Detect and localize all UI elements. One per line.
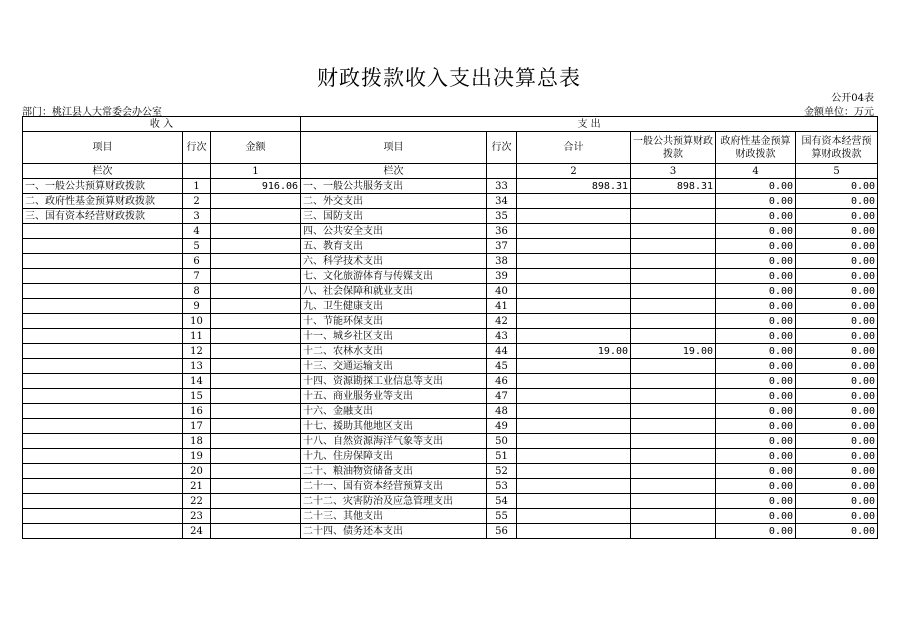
- table-row: [23, 509, 878, 524]
- income-amount-cell: [211, 284, 301, 299]
- general-budget-cell: [631, 509, 716, 524]
- total-header: 合计: [517, 132, 631, 164]
- gov-fund-cell: 0.00: [716, 344, 796, 359]
- table-row: [23, 209, 878, 224]
- table-row: [23, 494, 878, 509]
- state-capital-cell: 0.00: [796, 524, 878, 539]
- expense-row-no-cell: 39: [487, 269, 517, 284]
- income-row-no-header: 行次: [183, 132, 211, 164]
- expense-item-cell: 十五、商业服务业等支出: [301, 389, 487, 404]
- income-row-no-cell: 1: [183, 179, 211, 194]
- income-item-cell: [23, 524, 183, 539]
- income-row-no-cell: 23: [183, 509, 211, 524]
- income-amount-cell: [211, 404, 301, 419]
- expense-row-no-cell: 38: [487, 254, 517, 269]
- general-budget-cell: [631, 239, 716, 254]
- expense-row-no-cell: 48: [487, 404, 517, 419]
- table-row: [23, 329, 878, 344]
- income-amount-cell: [211, 464, 301, 479]
- expense-item-cell: 十七、援助其他地区支出: [301, 419, 487, 434]
- general-budget-cell: [631, 419, 716, 434]
- general-budget-cell: [631, 479, 716, 494]
- general-budget-cell: [631, 359, 716, 374]
- income-row-no-cell: 14: [183, 374, 211, 389]
- income-amount-cell: [211, 314, 301, 329]
- income-row-no-cell: 7: [183, 269, 211, 284]
- gov-fund-cell: 0.00: [716, 329, 796, 344]
- expense-item-cell: 十二、农林水支出: [301, 344, 487, 359]
- expense-item-cell: 十三、交通运输支出: [301, 359, 487, 374]
- expense-item-cell: 二十一、国有资本经营预算支出: [301, 479, 487, 494]
- expense-row-no-cell: 55: [487, 509, 517, 524]
- gov-fund-cell: 0.00: [716, 404, 796, 419]
- income-item-cell: [23, 479, 183, 494]
- income-item-cell: [23, 269, 183, 284]
- table-row: [23, 359, 878, 374]
- gov-fund-cell: 0.00: [716, 254, 796, 269]
- expense-row-no-cell: 49: [487, 419, 517, 434]
- income-row-no-cell: 21: [183, 479, 211, 494]
- state-capital-cell: 0.00: [796, 509, 878, 524]
- total-cell: [517, 194, 631, 209]
- table-row: [23, 449, 878, 464]
- gov-fund-cell: 0.00: [716, 449, 796, 464]
- budget-table: [22, 116, 878, 539]
- column-header-row: [23, 132, 878, 164]
- income-amount-cell: [211, 449, 301, 464]
- expense-row-no-cell: 36: [487, 224, 517, 239]
- income-amount-cell: [211, 269, 301, 284]
- group-header-row: [23, 117, 878, 132]
- general-budget-cell: [631, 329, 716, 344]
- state-capital-header: 国有资本经营预算财政拨款: [796, 132, 878, 164]
- table-row: [23, 179, 878, 194]
- income-item-cell: [23, 344, 183, 359]
- gov-fund-cell: 0.00: [716, 284, 796, 299]
- income-row-no-cell: 10: [183, 314, 211, 329]
- total-cell: [517, 479, 631, 494]
- general-budget-cell: [631, 194, 716, 209]
- expense-item-cell: 三、国防支出: [301, 209, 487, 224]
- col-label: 5: [796, 164, 878, 179]
- page-title: 财政拨款收入支出决算总表: [317, 66, 581, 90]
- expense-item-cell: 二、外交支出: [301, 194, 487, 209]
- table-row: [23, 479, 878, 494]
- expense-item-cell: 五、教育支出: [301, 239, 487, 254]
- income-item-cell: [23, 449, 183, 464]
- income-amount-cell: [211, 209, 301, 224]
- income-item-cell: [23, 464, 183, 479]
- income-row-no-cell: 15: [183, 389, 211, 404]
- income-amount-cell: [211, 389, 301, 404]
- state-capital-cell: 0.00: [796, 359, 878, 374]
- expense-row-no-cell: 42: [487, 314, 517, 329]
- expense-item-cell: 九、卫生健康支出: [301, 299, 487, 314]
- income-row-no-cell: 24: [183, 524, 211, 539]
- col-label: 2: [517, 164, 631, 179]
- income-item-cell: [23, 359, 183, 374]
- state-capital-cell: 0.00: [796, 194, 878, 209]
- income-item-cell: [23, 284, 183, 299]
- income-amount-cell: [211, 344, 301, 359]
- income-item-cell: [23, 314, 183, 329]
- gov-fund-cell: 0.00: [716, 419, 796, 434]
- table-row: [23, 344, 878, 359]
- income-amount-cell: [211, 299, 301, 314]
- total-cell: [517, 359, 631, 374]
- gov-fund-cell: 0.00: [716, 179, 796, 194]
- income-amount-cell: [211, 239, 301, 254]
- gov-fund-cell: 0.00: [716, 479, 796, 494]
- total-cell: [517, 299, 631, 314]
- expense-item-header: 项目: [301, 132, 487, 164]
- gov-fund-cell: 0.00: [716, 239, 796, 254]
- income-amount-cell: [211, 509, 301, 524]
- state-capital-cell: 0.00: [796, 404, 878, 419]
- table-row: [23, 389, 878, 404]
- general-budget-cell: [631, 374, 716, 389]
- expense-row-no-cell: 34: [487, 194, 517, 209]
- table-row: [23, 284, 878, 299]
- form-number: 公开04表: [831, 93, 874, 104]
- state-capital-cell: 0.00: [796, 239, 878, 254]
- income-item-cell: [23, 299, 183, 314]
- expense-row-no-cell: 52: [487, 464, 517, 479]
- total-cell: [517, 239, 631, 254]
- expense-item-cell: 二十、粮油物资储备支出: [301, 464, 487, 479]
- income-amount-cell: [211, 524, 301, 539]
- expense-item-cell: 十六、金融支出: [301, 404, 487, 419]
- department-label: 部门：桃江县人大常委会办公室: [22, 107, 162, 118]
- general-budget-cell: [631, 224, 716, 239]
- general-budget-cell: [631, 299, 716, 314]
- expense-row-no-cell: 46: [487, 374, 517, 389]
- income-amount-cell: [211, 374, 301, 389]
- expense-row-no-cell: 35: [487, 209, 517, 224]
- table-row: [23, 419, 878, 434]
- table-row: [23, 299, 878, 314]
- gov-fund-cell: 0.00: [716, 269, 796, 284]
- income-row-no-cell: 19: [183, 449, 211, 464]
- income-amount-header: 金额: [211, 132, 301, 164]
- general-budget-cell: [631, 254, 716, 269]
- state-capital-cell: 0.00: [796, 479, 878, 494]
- expense-row-no-cell: 47: [487, 389, 517, 404]
- general-budget-cell: [631, 404, 716, 419]
- income-group-header: 收 入: [23, 117, 301, 132]
- expense-item-cell: 十九、住房保障支出: [301, 449, 487, 464]
- total-cell: [517, 254, 631, 269]
- general-budget-cell: [631, 284, 716, 299]
- income-item-cell: [23, 329, 183, 344]
- expense-row-no-cell: 33: [487, 179, 517, 194]
- state-capital-cell: 0.00: [796, 419, 878, 434]
- expense-row-no-cell: 54: [487, 494, 517, 509]
- general-budget-cell: [631, 434, 716, 449]
- income-amount-cell: 916.06: [211, 179, 301, 194]
- state-capital-cell: 0.00: [796, 284, 878, 299]
- gov-fund-cell: 0.00: [716, 299, 796, 314]
- state-capital-cell: 0.00: [796, 329, 878, 344]
- total-cell: [517, 434, 631, 449]
- state-capital-cell: 0.00: [796, 314, 878, 329]
- general-budget-cell: [631, 314, 716, 329]
- income-row-no-cell: 18: [183, 434, 211, 449]
- general-budget-cell: [631, 209, 716, 224]
- gov-fund-cell: 0.00: [716, 464, 796, 479]
- general-budget-cell: [631, 494, 716, 509]
- income-item-cell: [23, 494, 183, 509]
- income-row-no-cell: 17: [183, 419, 211, 434]
- column-number-row: [23, 164, 878, 179]
- income-row-no-cell: 2: [183, 194, 211, 209]
- income-item-cell: [23, 509, 183, 524]
- state-capital-cell: 0.00: [796, 299, 878, 314]
- col-label: 1: [211, 164, 301, 179]
- income-row-no-cell: 8: [183, 284, 211, 299]
- income-amount-cell: [211, 434, 301, 449]
- state-capital-cell: 0.00: [796, 254, 878, 269]
- gov-fund-cell: 0.00: [716, 509, 796, 524]
- expense-item-cell: 六、科学技术支出: [301, 254, 487, 269]
- col-label: 栏次: [23, 164, 183, 179]
- expense-item-cell: 十一、城乡社区支出: [301, 329, 487, 344]
- income-amount-cell: [211, 254, 301, 269]
- gov-fund-cell: 0.00: [716, 314, 796, 329]
- income-row-no-cell: 22: [183, 494, 211, 509]
- expense-item-cell: 四、公共安全支出: [301, 224, 487, 239]
- total-cell: [517, 374, 631, 389]
- expense-row-no-cell: 44: [487, 344, 517, 359]
- income-item-cell: [23, 374, 183, 389]
- income-row-no-cell: 4: [183, 224, 211, 239]
- total-cell: [517, 329, 631, 344]
- state-capital-cell: 0.00: [796, 224, 878, 239]
- expense-item-cell: 二十三、其他支出: [301, 509, 487, 524]
- total-cell: [517, 269, 631, 284]
- income-amount-cell: [211, 194, 301, 209]
- income-item-cell: [23, 224, 183, 239]
- income-item-cell: 一、一般公共预算财政拨款: [23, 179, 183, 194]
- table-row: [23, 254, 878, 269]
- gov-fund-cell: 0.00: [716, 524, 796, 539]
- income-amount-cell: [211, 494, 301, 509]
- total-cell: 898.31: [517, 179, 631, 194]
- expense-row-no-header: 行次: [487, 132, 517, 164]
- state-capital-cell: 0.00: [796, 269, 878, 284]
- income-row-no-cell: 12: [183, 344, 211, 359]
- expense-item-cell: 十、节能环保支出: [301, 314, 487, 329]
- income-amount-cell: [211, 224, 301, 239]
- expense-row-no-cell: 56: [487, 524, 517, 539]
- table-row: [23, 404, 878, 419]
- general-budget-cell: [631, 524, 716, 539]
- income-row-no-cell: 6: [183, 254, 211, 269]
- expense-row-no-cell: 41: [487, 299, 517, 314]
- state-capital-cell: 0.00: [796, 464, 878, 479]
- expense-group-header: 支 出: [301, 117, 878, 132]
- expense-row-no-cell: 43: [487, 329, 517, 344]
- income-item-cell: [23, 419, 183, 434]
- gov-fund-cell: 0.00: [716, 374, 796, 389]
- income-amount-cell: [211, 419, 301, 434]
- general-budget-cell: 898.31: [631, 179, 716, 194]
- gov-fund-cell: 0.00: [716, 389, 796, 404]
- general-budget-header: 一般公共预算财政拨款: [631, 132, 716, 164]
- total-cell: [517, 524, 631, 539]
- table-row: [23, 314, 878, 329]
- income-row-no-cell: 3: [183, 209, 211, 224]
- expense-row-no-cell: 40: [487, 284, 517, 299]
- gov-fund-cell: 0.00: [716, 494, 796, 509]
- income-amount-cell: [211, 359, 301, 374]
- total-cell: [517, 314, 631, 329]
- col-label: [183, 164, 211, 179]
- expense-row-no-cell: 37: [487, 239, 517, 254]
- gov-fund-cell: 0.00: [716, 194, 796, 209]
- table-row: [23, 224, 878, 239]
- table-row: [23, 194, 878, 209]
- state-capital-cell: 0.00: [796, 179, 878, 194]
- general-budget-cell: [631, 464, 716, 479]
- income-item-cell: [23, 254, 183, 269]
- income-item-cell: [23, 404, 183, 419]
- total-cell: [517, 404, 631, 419]
- total-cell: [517, 509, 631, 524]
- state-capital-cell: 0.00: [796, 434, 878, 449]
- expense-item-cell: 二十二、灾害防治及应急管理支出: [301, 494, 487, 509]
- expense-row-no-cell: 50: [487, 434, 517, 449]
- income-item-cell: [23, 239, 183, 254]
- expense-item-cell: 十四、资源勘探工业信息等支出: [301, 374, 487, 389]
- income-row-no-cell: 5: [183, 239, 211, 254]
- table-row: [23, 434, 878, 449]
- total-cell: 19.00: [517, 344, 631, 359]
- table-row: [23, 524, 878, 539]
- general-budget-cell: [631, 449, 716, 464]
- general-budget-cell: [631, 269, 716, 284]
- general-budget-cell: [631, 389, 716, 404]
- col-label: 栏次: [301, 164, 487, 179]
- total-cell: [517, 449, 631, 464]
- income-amount-cell: [211, 329, 301, 344]
- col-label: 3: [631, 164, 716, 179]
- gov-fund-cell: 0.00: [716, 434, 796, 449]
- income-item-cell: 三、国有资本经营财政拨款: [23, 209, 183, 224]
- table-row: [23, 464, 878, 479]
- income-item-cell: 二、政府性基金预算财政拨款: [23, 194, 183, 209]
- total-cell: [517, 419, 631, 434]
- income-amount-cell: [211, 479, 301, 494]
- total-cell: [517, 494, 631, 509]
- total-cell: [517, 389, 631, 404]
- income-item-cell: [23, 434, 183, 449]
- income-row-no-cell: 11: [183, 329, 211, 344]
- income-row-no-cell: 20: [183, 464, 211, 479]
- expense-row-no-cell: 51: [487, 449, 517, 464]
- income-row-no-cell: 13: [183, 359, 211, 374]
- state-capital-cell: 0.00: [796, 374, 878, 389]
- expense-row-no-cell: 53: [487, 479, 517, 494]
- table-row: [23, 239, 878, 254]
- expense-item-cell: 八、社会保障和就业支出: [301, 284, 487, 299]
- income-item-cell: [23, 389, 183, 404]
- total-cell: [517, 464, 631, 479]
- col-label: [487, 164, 517, 179]
- total-cell: [517, 209, 631, 224]
- gov-fund-cell: 0.00: [716, 359, 796, 374]
- expense-item-cell: 一、一般公共服务支出: [301, 179, 487, 194]
- unit-label: 金额单位：万元: [804, 107, 874, 118]
- income-row-no-cell: 16: [183, 404, 211, 419]
- expense-item-cell: 二十四、债务还本支出: [301, 524, 487, 539]
- expense-item-cell: 十八、自然资源海洋气象等支出: [301, 434, 487, 449]
- gov-fund-header: 政府性基金预算财政拨款: [716, 132, 796, 164]
- total-cell: [517, 284, 631, 299]
- state-capital-cell: 0.00: [796, 344, 878, 359]
- expense-item-cell: 七、文化旅游体育与传媒支出: [301, 269, 487, 284]
- income-row-no-cell: 9: [183, 299, 211, 314]
- table-row: [23, 374, 878, 389]
- gov-fund-cell: 0.00: [716, 209, 796, 224]
- state-capital-cell: 0.00: [796, 449, 878, 464]
- state-capital-cell: 0.00: [796, 494, 878, 509]
- col-label: 4: [716, 164, 796, 179]
- table-row: [23, 269, 878, 284]
- income-item-header: 项目: [23, 132, 183, 164]
- expense-row-no-cell: 45: [487, 359, 517, 374]
- state-capital-cell: 0.00: [796, 209, 878, 224]
- gov-fund-cell: 0.00: [716, 224, 796, 239]
- total-cell: [517, 224, 631, 239]
- general-budget-cell: 19.00: [631, 344, 716, 359]
- state-capital-cell: 0.00: [796, 389, 878, 404]
